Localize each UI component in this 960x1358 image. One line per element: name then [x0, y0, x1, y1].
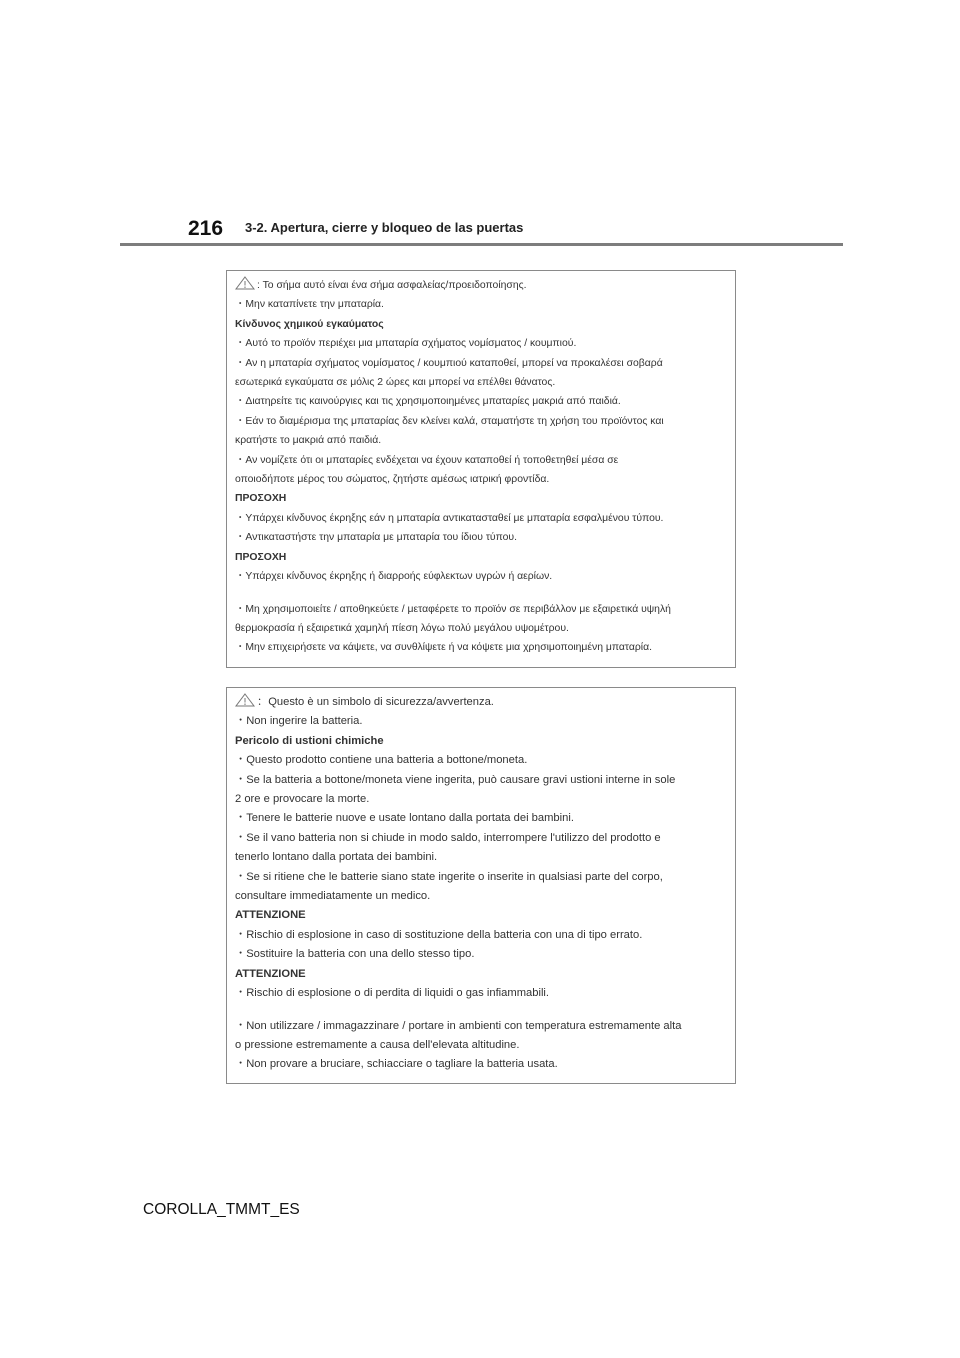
header-rule: [120, 243, 843, 246]
caution-heading-1: ATTENZIONE: [235, 909, 306, 922]
chem-item-2a: ・Αν η μπαταρία σχήματος νομίσματος / κουμπιού καταποθεί, μπορεί να προκαλέσει σοβαρά: [235, 357, 663, 369]
chem-item-2b: εσωτερικά εγκαύματα σε μόλις 2 ώρες και μπορεί να επέλθει θάνατος.: [235, 377, 556, 389]
chem-item-5a: ・Se si ritiene che le batterie siano state ingerite o inserite in qualsiasi parte del corpo,: [235, 870, 663, 883]
caution-1-item-b: ・Sostituire la batteria con una dello stesso tipo.: [235, 948, 475, 961]
chem-item-1: ・Questo prodotto contiene una batteria a bottone/moneta.: [235, 754, 528, 767]
chemical-burn-heading: Pericolo di ustioni chimiche: [235, 734, 384, 747]
caution-2-item-a: ・Rischio di esplosione o di perdita di liquidi o gas infiammabili.: [235, 987, 550, 1000]
chem-item-4b: tenerlo lontano dalla portata dei bambini.: [235, 851, 438, 864]
chem-item-4a: ・Se il vano batteria non si chiude in modo saldo, interrompere l'utilizzo del prodotto e: [235, 831, 661, 844]
symbol-line: [235, 693, 729, 712]
env-item-1a: ・Μη χρησιμοποιείτε / αποθηκεύετε / μεταφέρετε το προϊόν σε περιβάλλον με εξαιρετικά υψηλή: [235, 603, 671, 615]
chem-item-1: ・Αυτό το προϊόν περιέχει μια μπαταρία σχήματος νομίσματος / κουμπιού.: [235, 338, 577, 350]
env-item-2: ・Μην επιχειρήσετε να κάψετε, να συνθλίψετε ή να κόψετε μια χρησιμοποιημένη μπαταρία.: [235, 642, 653, 654]
caution-heading-1: ΠΡΟΣΟΧΗ: [235, 493, 287, 505]
warning-triangle-icon: [235, 693, 255, 707]
caution-1-item-a: ・Υπάρχει κίνδυνος έκρηξης εάν η μπαταρία αντικατασταθεί με μπαταρία εσφαλμένου τύπου.: [235, 512, 664, 524]
symbol-text: : Το σήμα αυτό είναι ένα σήμα ασφαλείας/προειδοποίησης.: [257, 280, 527, 291]
caution-1-item-a: ・Rischio di esplosione in caso di sostituzione della batteria con una di tipo errato.: [235, 928, 643, 941]
chem-item-5a: ・Αν νομίζετε ότι οι μπαταρίες ενδέχεται να έχουν καταποθεί ή τοποθετηθεί μέσα σε: [235, 454, 619, 466]
symbol-line: [235, 276, 729, 295]
page-number: 216: [188, 217, 224, 240]
spacer: [235, 1004, 729, 1017]
chemical-burn-heading: Κίνδυνος χημικού εγκαύματος: [235, 318, 384, 330]
warning-triangle-icon: [235, 276, 255, 290]
chem-item-5b: οποιοδήποτε μέρος του σώματος, ζητήστε αμέσως ιατρική φροντίδα.: [235, 474, 550, 486]
spacer: [235, 587, 729, 600]
chem-item-2a: ・Se la batteria a bottone/moneta viene ingerita, può causare gravi ustioni interne in sole: [235, 773, 676, 786]
chem-item-5b: consultare immediatamente un medico.: [235, 890, 431, 903]
env-item-2: ・Non provare a bruciare, schiacciare o tagliare la batteria usata.: [235, 1058, 558, 1071]
document-code: COROLLA_TMMT_ES: [143, 1201, 300, 1218]
no-swallow-line: ・Μην καταπίνετε την μπαταρία.: [235, 299, 384, 311]
caution-1-item-b: ・Αντικαταστήστε την μπαταρία με μπαταρία του ίδιου τύπου.: [235, 532, 517, 544]
no-swallow-line: ・Non ingerire la batteria.: [235, 715, 363, 728]
symbol-text: ：Questo è un simbolo di sicurezza/avvertenza.: [257, 696, 494, 708]
warning-box-italian: [226, 687, 736, 1084]
chem-item-2b: 2 ore e provocare la morte.: [235, 793, 370, 806]
chem-item-4a: ・Εάν το διαμέρισμα της μπαταρίας δεν κλείνει καλά, σταματήστε τη χρήση του προϊόντος και: [235, 415, 664, 427]
caution-heading-2: ΠΡΟΣΟΧΗ: [235, 551, 287, 563]
warning-box-greek: [226, 270, 736, 668]
env-item-1b: o pressione estremamente a causa dell'elevata altitudine.: [235, 1038, 520, 1051]
section-title: 3-2. Apertura, cierre y bloqueo de las puertas: [245, 220, 524, 235]
caution-heading-2: ATTENZIONE: [235, 967, 306, 980]
env-item-1a: ・Non utilizzare / immagazzinare / portare in ambienti con temperatura estremamente alta: [235, 1019, 682, 1032]
env-item-1b: θερμοκρασία ή εξαιρετικά χαμηλή πίεση λόγω πολύ μεγάλου υψομέτρου.: [235, 622, 569, 634]
chem-item-3: ・Tenere le batterie nuove e usate lontano dalla portata dei bambini.: [235, 812, 574, 825]
chem-item-3: ・Διατηρείτε τις καινούργιες και τις χρησιμοποιημένες μπαταρίες μακριά από παιδιά.: [235, 396, 621, 408]
caution-2-item-a: ・Υπάρχει κίνδυνος έκρηξης ή διαρροής εύφλεκτων υγρών ή αερίων.: [235, 571, 553, 583]
chem-item-4b: κρατήστε το μακριά από παιδιά.: [235, 435, 382, 447]
page-header: [120, 212, 843, 246]
